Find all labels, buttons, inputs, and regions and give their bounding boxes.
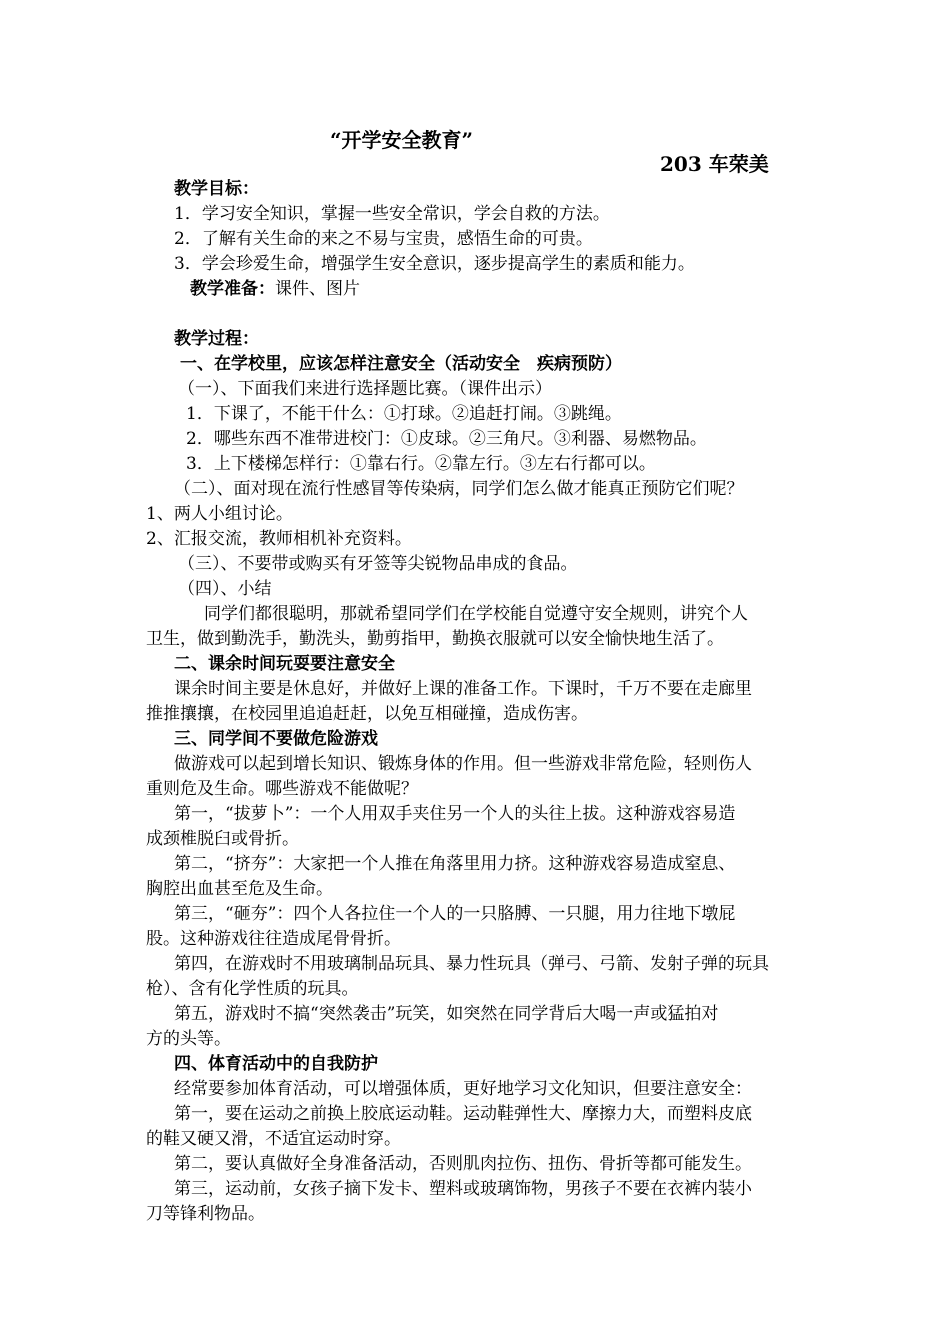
section2-line: 课余时间主要是休息好，并做好上课的准备工作。下课时，千万不要在走廊里 bbox=[174, 679, 752, 699]
section4-line: 第三，运动前，女孩子摘下发卡、塑料或玻璃饰物，男孩子不要在衣裤内装小 bbox=[174, 1179, 752, 1199]
section1-line: 卫生，做到勤洗手，勤洗头，勤剪指甲，勤换衣服就可以安全愉快地生活了。 bbox=[146, 629, 724, 649]
section3-line: 第二，“挤夯”：大家把一个人推在角落里用力挤。这种游戏容易造成窒息、 bbox=[174, 854, 736, 874]
section1-line: （一）、下面我们来进行选择题比赛。（课件出示） bbox=[178, 379, 552, 399]
section3-line: 第五，游戏时不搞“突然袭击”玩笑，如突然在同学背后大喝一声或猛拍对 bbox=[174, 1004, 719, 1024]
preparation-text: 课件、图片 bbox=[275, 279, 360, 299]
objective-item: 3．学会珍爱生命，增强学生安全意识，逐步提高学生的素质和能力。 bbox=[174, 254, 695, 274]
preparation-label: 教学准备： bbox=[190, 279, 275, 299]
section4-line: 第二，要认真做好全身准备活动，否则肌肉拉伤、扭伤、骨折等都可能发生。 bbox=[174, 1154, 752, 1174]
section4-line: 第一，要在运动之前换上胶底运动鞋。运动鞋弹性大、摩擦力大，而塑料皮底 bbox=[174, 1104, 752, 1124]
section4-line: 的鞋又硬又滑，不适宜运动时穿。 bbox=[146, 1129, 401, 1149]
section1-line: 1．下课了，不能干什么：①打球。②追赶打闹。③跳绳。 bbox=[186, 404, 622, 424]
section3-heading: 三、同学间不要做危险游戏 bbox=[174, 729, 378, 749]
section1-line: 同学们都很聪明，那就希望同学们在学校能自觉遵守安全规则，讲究个人 bbox=[204, 604, 748, 624]
section1-line: 1、两人小组讨论。 bbox=[146, 504, 293, 524]
objectives-heading: 教学目标： bbox=[174, 179, 259, 199]
section3-line: 胸腔出血甚至危及生命。 bbox=[146, 879, 333, 899]
section3-line: 做游戏可以起到增长知识、锻炼身体的作用。但一些游戏非常危险，轻则伤人 bbox=[174, 754, 752, 774]
process-heading: 教学过程： bbox=[174, 329, 259, 349]
section1-line: （四）、小结 bbox=[178, 579, 272, 599]
section1-line: （三）、不要带或购买有牙签等尖锐物品串成的食品。 bbox=[178, 554, 578, 574]
section3-line: 第三，“砸夯”：四个人各拉住一个人的一只胳膊、一只腿，用力往地下墩屁 bbox=[174, 904, 736, 924]
section3-line: 第四，在游戏时不用玻璃制品玩具、暴力性玩具（弹弓、弓箭、发射子弹的玩具 bbox=[174, 954, 769, 974]
section4-line: 刀等锋利物品。 bbox=[146, 1204, 265, 1224]
section1-line: （二）、面对现在流行性感冒等传染病，同学们怎么做才能真正预防它们呢？ bbox=[174, 479, 744, 499]
section3-line: 第一，“拔萝卜”：一个人用双手夹住另一个人的头往上拔。这种游戏容易造 bbox=[174, 804, 736, 824]
section3-line: 枪）、含有化学性质的玩具。 bbox=[146, 979, 359, 999]
section2-heading: 二、课余时间玩耍要注意安全 bbox=[174, 654, 395, 674]
author-line: 203 车荣美 bbox=[660, 152, 769, 176]
preparation-line bbox=[190, 277, 360, 301]
section2-line: 推推攘攘，在校园里追追赶赶，以免互相碰撞，造成伤害。 bbox=[146, 704, 588, 724]
section4-line: 经常要参加体育活动，可以增强体质，更好地学习文化知识，但要注意安全： bbox=[174, 1079, 752, 1099]
document-title: “开学安全教育” bbox=[330, 128, 474, 152]
objective-item: 2．了解有关生命的来之不易与宝贵，感悟生命的可贵。 bbox=[174, 229, 593, 249]
section3-line: 重则危及生命。哪些游戏不能做呢？ bbox=[146, 779, 418, 799]
section1-line: 2．哪些东西不准带进校门：①皮球。②三角尺。③利器、易燃物品。 bbox=[186, 429, 707, 449]
section1-line: 2、汇报交流，教师相机补充资料。 bbox=[146, 529, 412, 549]
section3-line: 成颈椎脱臼或骨折。 bbox=[146, 829, 299, 849]
section1-line: 3．上下楼梯怎样行：①靠右行。②靠左行。③左右行都可以。 bbox=[186, 454, 656, 474]
objective-item: 1．学习安全知识，掌握一些安全常识，学会自救的方法。 bbox=[174, 204, 610, 224]
section3-line: 股。这种游戏往往造成尾骨骨折。 bbox=[146, 929, 401, 949]
section3-line: 方的头等。 bbox=[146, 1029, 231, 1049]
section4-heading: 四、体育活动中的自我防护 bbox=[174, 1054, 378, 1074]
section1-heading: 一、在学校里，应该怎样注意安全（活动安全 疾病预防） bbox=[180, 354, 622, 374]
